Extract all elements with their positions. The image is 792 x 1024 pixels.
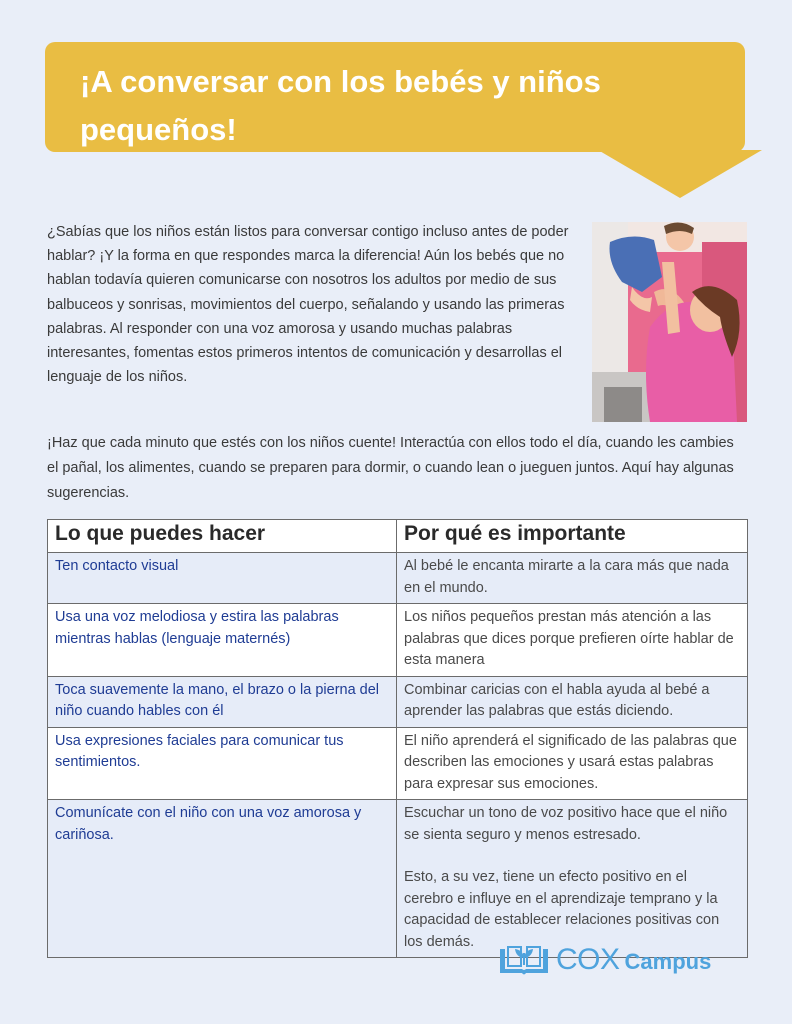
what-cell: Ten contacto visual — [48, 553, 397, 604]
why-text: Escuchar un tono de voz positivo hace que el niño se sienta seguro y menos estresado. — [404, 805, 728, 843]
table-row — [48, 604, 748, 677]
suggestions-paragraph: ¡Haz que cada minuto que estés con los niños cuente! Interactúa con ellos todo el día, cuando les cambies el pañal, los alimentes, cuando se preparen para dormir, o cuando lean o jueguen juntos. Aquí hay algunas sugerencias. — [47, 435, 734, 501]
table-row — [48, 676, 748, 727]
table-row — [48, 553, 748, 604]
what-cell: Usa expresiones faciales para comunicar tus sentimientos. — [48, 727, 397, 800]
why-cell: Al bebé le encanta mirarte a la cara más que nada en el mundo. — [397, 553, 748, 604]
what-cell: Usa una voz melodiosa y estira las palabras mientras hablas (lenguaje maternés) — [48, 604, 397, 677]
why-cell — [397, 800, 748, 958]
header-why: Por qué es importante — [397, 520, 748, 553]
page-title: ¡A conversar con los bebés y niños pequeños! — [80, 64, 601, 147]
logo-word-cox: COX — [556, 943, 620, 976]
table-row — [48, 800, 748, 958]
why-cell: Los niños pequeños prestan más atención a las palabras que dices porque prefieren oírte hablar de esta manera — [397, 604, 748, 677]
what-cell: Toca suavemente la mano, el brazo o la pierna del niño cuando hables con él — [48, 676, 397, 727]
tips-table — [47, 519, 748, 958]
logo-word-campus: Campus — [624, 949, 712, 974]
table-row — [48, 727, 748, 800]
why-cell: Combinar caricias con el habla ayuda al bebé a aprender las palabras que estás diciendo. — [397, 676, 748, 727]
intro-paragraph: ¿Sabías que los niños están listos para conversar contigo incluso antes de poder hablar? ¡Y la forma en que respondes marca la diferencia! Aún los bebés que no hablan todavía quieren comunicarse con nosotros los adultos por medio de sus balbuceos y sonrisas, movimientos del cuerpo, señalando y usando las primeras palabras. Al responder con una voz amorosa y usando muchas palabras interesantes, fomentas estos primeros intentos de comunicación y desarrollas el lenguaje de los niños. — [47, 224, 569, 386]
why-cell: El niño aprenderá el significado de las palabras que describen las emociones y usará estas palabras para expresar sus emociones. — [397, 727, 748, 800]
what-cell: Comunícate con el niño con una voz amorosa y cariñosa. — [48, 800, 397, 958]
cox-campus-logo — [498, 942, 711, 978]
header-what: Lo que puedes hacer — [48, 520, 397, 553]
why-extra-text: Esto, a su vez, tiene un efecto positivo en el cerebro e influye en el aprendizaje temprano y la capacidad de establecer relaciones positivas con los demás. — [404, 869, 720, 950]
open-book-leaf-icon — [498, 943, 550, 977]
table-header-row — [48, 520, 748, 553]
mother-lifting-baby-photo — [592, 222, 747, 422]
banner-arrow — [598, 150, 762, 198]
